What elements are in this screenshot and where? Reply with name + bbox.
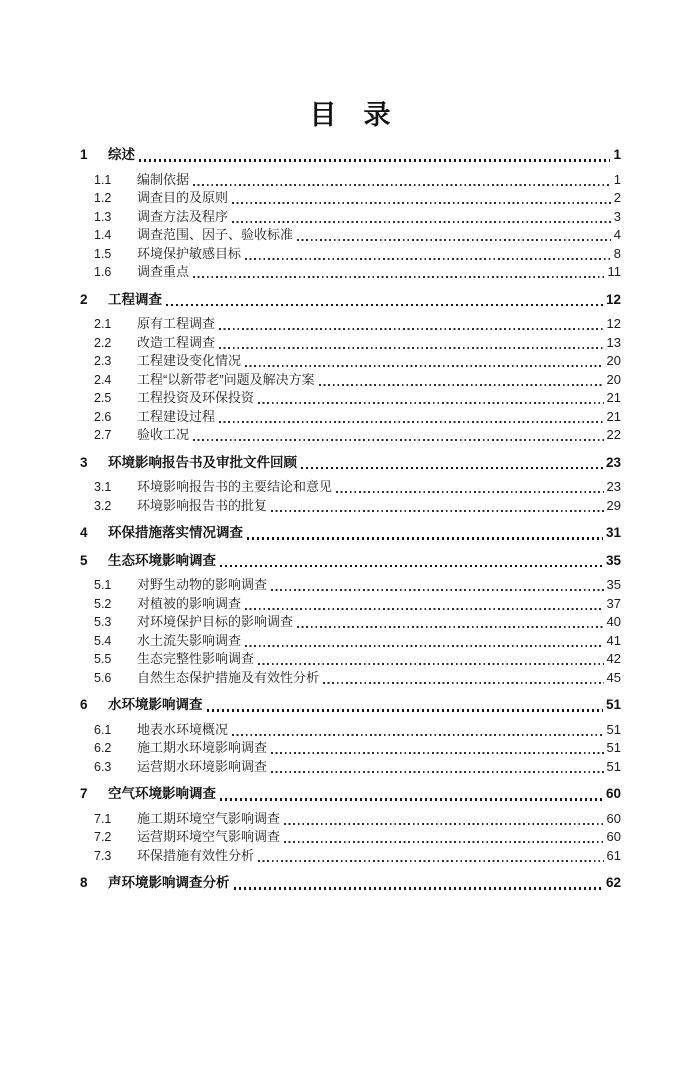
toc-entry-page: 60 xyxy=(606,810,621,826)
toc-entry-page: 35 xyxy=(606,577,621,592)
toc-entry-number: 1.1 xyxy=(94,172,112,187)
toc-section-entry xyxy=(80,454,621,473)
toc-leader-dots xyxy=(284,823,604,825)
toc-sub-entry xyxy=(80,758,621,777)
toc-entry-number: 5.1 xyxy=(94,578,112,592)
toc-leader-dots xyxy=(232,734,604,736)
toc-entry-page: 1 xyxy=(613,147,621,162)
toc-sub-entry xyxy=(80,478,621,497)
toc-entry-number: 8 xyxy=(80,875,88,890)
toc-entry-number: 2.4 xyxy=(94,372,112,387)
toc-leader-dots xyxy=(193,184,611,186)
toc-entry-number: 4 xyxy=(80,525,88,540)
toc-leader-dots xyxy=(301,467,603,469)
toc-entry-label: 运营期环境空气影响调查 xyxy=(137,829,281,844)
toc-entry-label: 地表水环境概况 xyxy=(137,721,229,737)
toc-entry-label: 对植被的影响调查 xyxy=(137,595,242,611)
toc-entry-number: 5.5 xyxy=(94,652,112,666)
toc-leader-dots xyxy=(245,608,604,610)
toc-entry-number: 3.1 xyxy=(94,480,112,494)
toc-entry-number: 6 xyxy=(80,697,88,712)
toc-entry-page: 23 xyxy=(605,454,621,470)
toc-entry-page: 31 xyxy=(605,525,621,540)
toc-entry-page: 11 xyxy=(607,264,621,279)
toc-entry-number: 5.3 xyxy=(94,615,112,629)
toc-sub-entry xyxy=(80,408,621,427)
toc-entry-page: 23 xyxy=(606,479,621,494)
toc-leader-dots xyxy=(258,663,604,665)
toc-leader-dots xyxy=(220,798,603,800)
toc-sub-entry xyxy=(80,632,621,651)
toc-entry-number: 2 xyxy=(80,291,88,307)
toc-leader-dots xyxy=(319,384,604,386)
toc-entry-page: 29 xyxy=(606,497,621,513)
toc-entry-label: 工程投资及环保投资 xyxy=(137,390,255,405)
toc-entry-page: 12 xyxy=(605,291,621,307)
toc-leader-dots xyxy=(271,510,604,512)
toc-sub-entry xyxy=(80,810,621,829)
toc-entry-number: 7 xyxy=(80,786,88,801)
toc-entry-number: 2.7 xyxy=(94,428,112,442)
toc-leader-dots xyxy=(247,537,603,539)
toc-sub-entry xyxy=(80,226,621,245)
toc-entry-label: 环境影响报告书的批复 xyxy=(137,497,268,513)
toc-entry-label: 环境影响报告书及审批文件回顾 xyxy=(108,454,297,470)
toc-entry-page: 20 xyxy=(606,371,621,387)
toc-entry-page: 60 xyxy=(605,786,621,801)
toc-sub-entry xyxy=(80,847,621,866)
toc-sub-entry xyxy=(80,315,621,334)
toc-leader-dots xyxy=(245,645,604,647)
toc-sub-entry xyxy=(80,650,621,669)
toc-entry-page: 3 xyxy=(613,208,621,224)
toc-entry-page: 51 xyxy=(606,721,621,737)
toc-sub-entry xyxy=(80,497,621,516)
toc-sub-entry xyxy=(80,389,621,408)
toc-entry-page: 62 xyxy=(605,875,621,890)
toc-entry-page: 12 xyxy=(606,316,621,331)
toc-section-entry xyxy=(80,696,621,715)
toc-leader-dots xyxy=(258,860,604,862)
toc-entry-page: 42 xyxy=(606,651,621,666)
toc-entry-page: 2 xyxy=(613,190,621,205)
toc-entry-label: 水环境影响调查 xyxy=(108,697,203,712)
toc-sub-entry xyxy=(80,721,621,740)
document-page xyxy=(0,97,700,1087)
toc-entry-page: 51 xyxy=(606,740,621,755)
toc-sub-entry xyxy=(80,426,621,445)
toc-leader-dots xyxy=(219,347,604,349)
toc-entry-page: 37 xyxy=(606,595,621,611)
toc-entry-number: 6.2 xyxy=(94,741,112,755)
toc-leader-dots xyxy=(245,258,611,260)
toc-leader-dots xyxy=(193,439,604,441)
toc-entry-label: 施工期环境空气影响调查 xyxy=(137,810,281,826)
toc-entry-label: 验收工况 xyxy=(137,427,190,442)
toc-sub-entry xyxy=(80,171,621,190)
toc-leader-dots xyxy=(232,202,611,204)
toc-entry-number: 5 xyxy=(80,552,88,568)
toc-section-entry xyxy=(80,785,621,804)
toc-entry-number: 1.6 xyxy=(94,265,112,279)
toc-sub-entry xyxy=(80,828,621,847)
toc-entry-label: 改造工程调查 xyxy=(137,334,216,350)
toc-entry-number: 2.3 xyxy=(94,354,112,368)
toc-leader-dots xyxy=(207,709,603,711)
toc-sub-entry xyxy=(80,739,621,758)
toc-leader-dots xyxy=(271,771,604,773)
toc-sub-entry xyxy=(80,669,621,688)
toc-leader-dots xyxy=(284,841,604,843)
toc-entry-label: 环保措施落实情况调查 xyxy=(108,525,243,540)
toc-entry-label: 综述 xyxy=(108,147,135,162)
toc-entry-number: 3 xyxy=(80,454,88,470)
toc-entry-page: 51 xyxy=(606,758,621,774)
toc-entry-page: 4 xyxy=(613,227,621,242)
toc-section-entry xyxy=(80,524,621,543)
toc-leader-dots xyxy=(323,682,604,684)
toc-entry-label: 调查目的及原则 xyxy=(137,190,229,205)
toc-entry-page: 1 xyxy=(613,171,621,187)
toc-leader-dots xyxy=(166,304,603,306)
toc-entry-page: 13 xyxy=(606,334,621,350)
toc-leader-dots xyxy=(271,752,604,754)
toc-sub-entry xyxy=(80,334,621,353)
toc-entry-number: 3.2 xyxy=(94,498,112,513)
toc-entry-page: 20 xyxy=(606,353,621,368)
toc-entry-label: 生态环境影响调查 xyxy=(108,552,216,568)
toc-entry-number: 1 xyxy=(80,147,88,162)
toc-entry-label: 调查范围、因子、验收标准 xyxy=(137,227,294,242)
toc-entry-number: 7.3 xyxy=(94,848,112,863)
toc-entry-number: 2.6 xyxy=(94,409,112,424)
toc-sub-entry xyxy=(80,189,621,208)
toc-section-entry xyxy=(80,291,621,310)
toc-entry-page: 21 xyxy=(606,408,621,424)
toc-leader-dots xyxy=(297,239,611,241)
toc-section-entry xyxy=(80,874,621,893)
toc-sub-entry xyxy=(80,352,621,371)
toc-entry-number: 2.5 xyxy=(94,391,112,405)
toc-entry-number: 2.2 xyxy=(94,335,112,350)
toc-entry-number: 5.6 xyxy=(94,670,112,685)
page-title: 目 录 xyxy=(309,100,391,130)
toc-leader-dots xyxy=(336,491,604,493)
toc-entry-label: 生态完整性影响调查 xyxy=(137,651,255,666)
toc-sub-entry xyxy=(80,208,621,227)
toc-entry-page: 51 xyxy=(605,697,621,712)
toc-entry-number: 7.1 xyxy=(94,811,112,826)
toc-entry-page: 22 xyxy=(606,427,621,442)
toc-entry-number: 6.1 xyxy=(94,722,112,737)
toc-entry-label: 水土流失影响调查 xyxy=(137,632,242,648)
toc-entry-number: 1.2 xyxy=(94,191,112,205)
toc-sub-entry xyxy=(80,613,621,632)
toc-leader-dots xyxy=(220,565,603,567)
toc-entry-label: 空气环境影响调查 xyxy=(108,786,216,801)
toc-entry-label: 对环境保护目标的影响调查 xyxy=(137,614,294,629)
toc-entry-label: 工程调查 xyxy=(108,291,162,307)
toc-entry-label: 原有工程调查 xyxy=(137,316,216,331)
toc-entry-label: 工程“以新带老”问题及解决方案 xyxy=(137,371,315,387)
toc-entry-page: 41 xyxy=(606,632,621,648)
toc-leader-dots xyxy=(271,589,604,591)
table-of-contents xyxy=(80,146,621,893)
toc-entry-page: 21 xyxy=(606,390,621,405)
toc-entry-page: 35 xyxy=(605,552,621,568)
toc-entry-label: 环境影响报告书的主要结论和意见 xyxy=(137,479,333,494)
toc-entry-label: 工程建设变化情况 xyxy=(137,353,242,368)
toc-entry-label: 施工期水环境影响调查 xyxy=(137,740,268,755)
toc-entry-number: 1.4 xyxy=(94,228,112,242)
toc-entry-number: 1.5 xyxy=(94,246,112,261)
toc-entry-number: 2.1 xyxy=(94,317,112,331)
toc-entry-page: 60 xyxy=(606,829,621,844)
toc-sub-entry xyxy=(80,263,621,282)
toc-leader-dots xyxy=(219,328,604,330)
toc-entry-page: 40 xyxy=(606,614,621,629)
toc-entry-label: 环境保护敏感目标 xyxy=(137,245,242,261)
toc-section-entry xyxy=(80,552,621,571)
toc-leader-dots xyxy=(245,365,604,367)
toc-leader-dots xyxy=(232,221,611,223)
toc-entry-number: 5.2 xyxy=(94,596,112,611)
toc-sub-entry xyxy=(80,595,621,614)
toc-entry-page: 61 xyxy=(606,847,621,863)
toc-section-entry xyxy=(80,146,621,165)
toc-entry-number: 1.3 xyxy=(94,209,112,224)
toc-entry-label: 对野生动物的影响调查 xyxy=(137,577,268,592)
toc-entry-page: 45 xyxy=(606,669,621,685)
toc-entry-label: 自然生态保护措施及有效性分析 xyxy=(137,669,320,685)
toc-entry-label: 工程建设过程 xyxy=(137,408,216,424)
toc-leader-dots xyxy=(193,276,604,278)
toc-entry-page: 8 xyxy=(613,245,621,261)
toc-entry-label: 调查方法及程序 xyxy=(137,208,229,224)
toc-leader-dots xyxy=(219,421,604,423)
toc-leader-dots xyxy=(297,626,604,628)
toc-entry-label: 编制依据 xyxy=(137,171,190,187)
toc-sub-entry xyxy=(80,576,621,595)
toc-sub-entry xyxy=(80,371,621,390)
toc-entry-label: 环保措施有效性分析 xyxy=(137,847,255,863)
toc-entry-label: 声环境影响调查分析 xyxy=(108,875,230,890)
toc-leader-dots xyxy=(258,402,604,404)
toc-sub-entry xyxy=(80,245,621,264)
toc-entry-number: 7.2 xyxy=(94,830,112,844)
toc-entry-number: 6.3 xyxy=(94,759,112,774)
toc-leader-dots xyxy=(234,887,603,889)
toc-leader-dots xyxy=(139,159,610,161)
toc-entry-label: 运营期水环境影响调查 xyxy=(137,758,268,774)
toc-entry-number: 5.4 xyxy=(94,633,112,648)
toc-entry-label: 调查重点 xyxy=(137,264,190,279)
